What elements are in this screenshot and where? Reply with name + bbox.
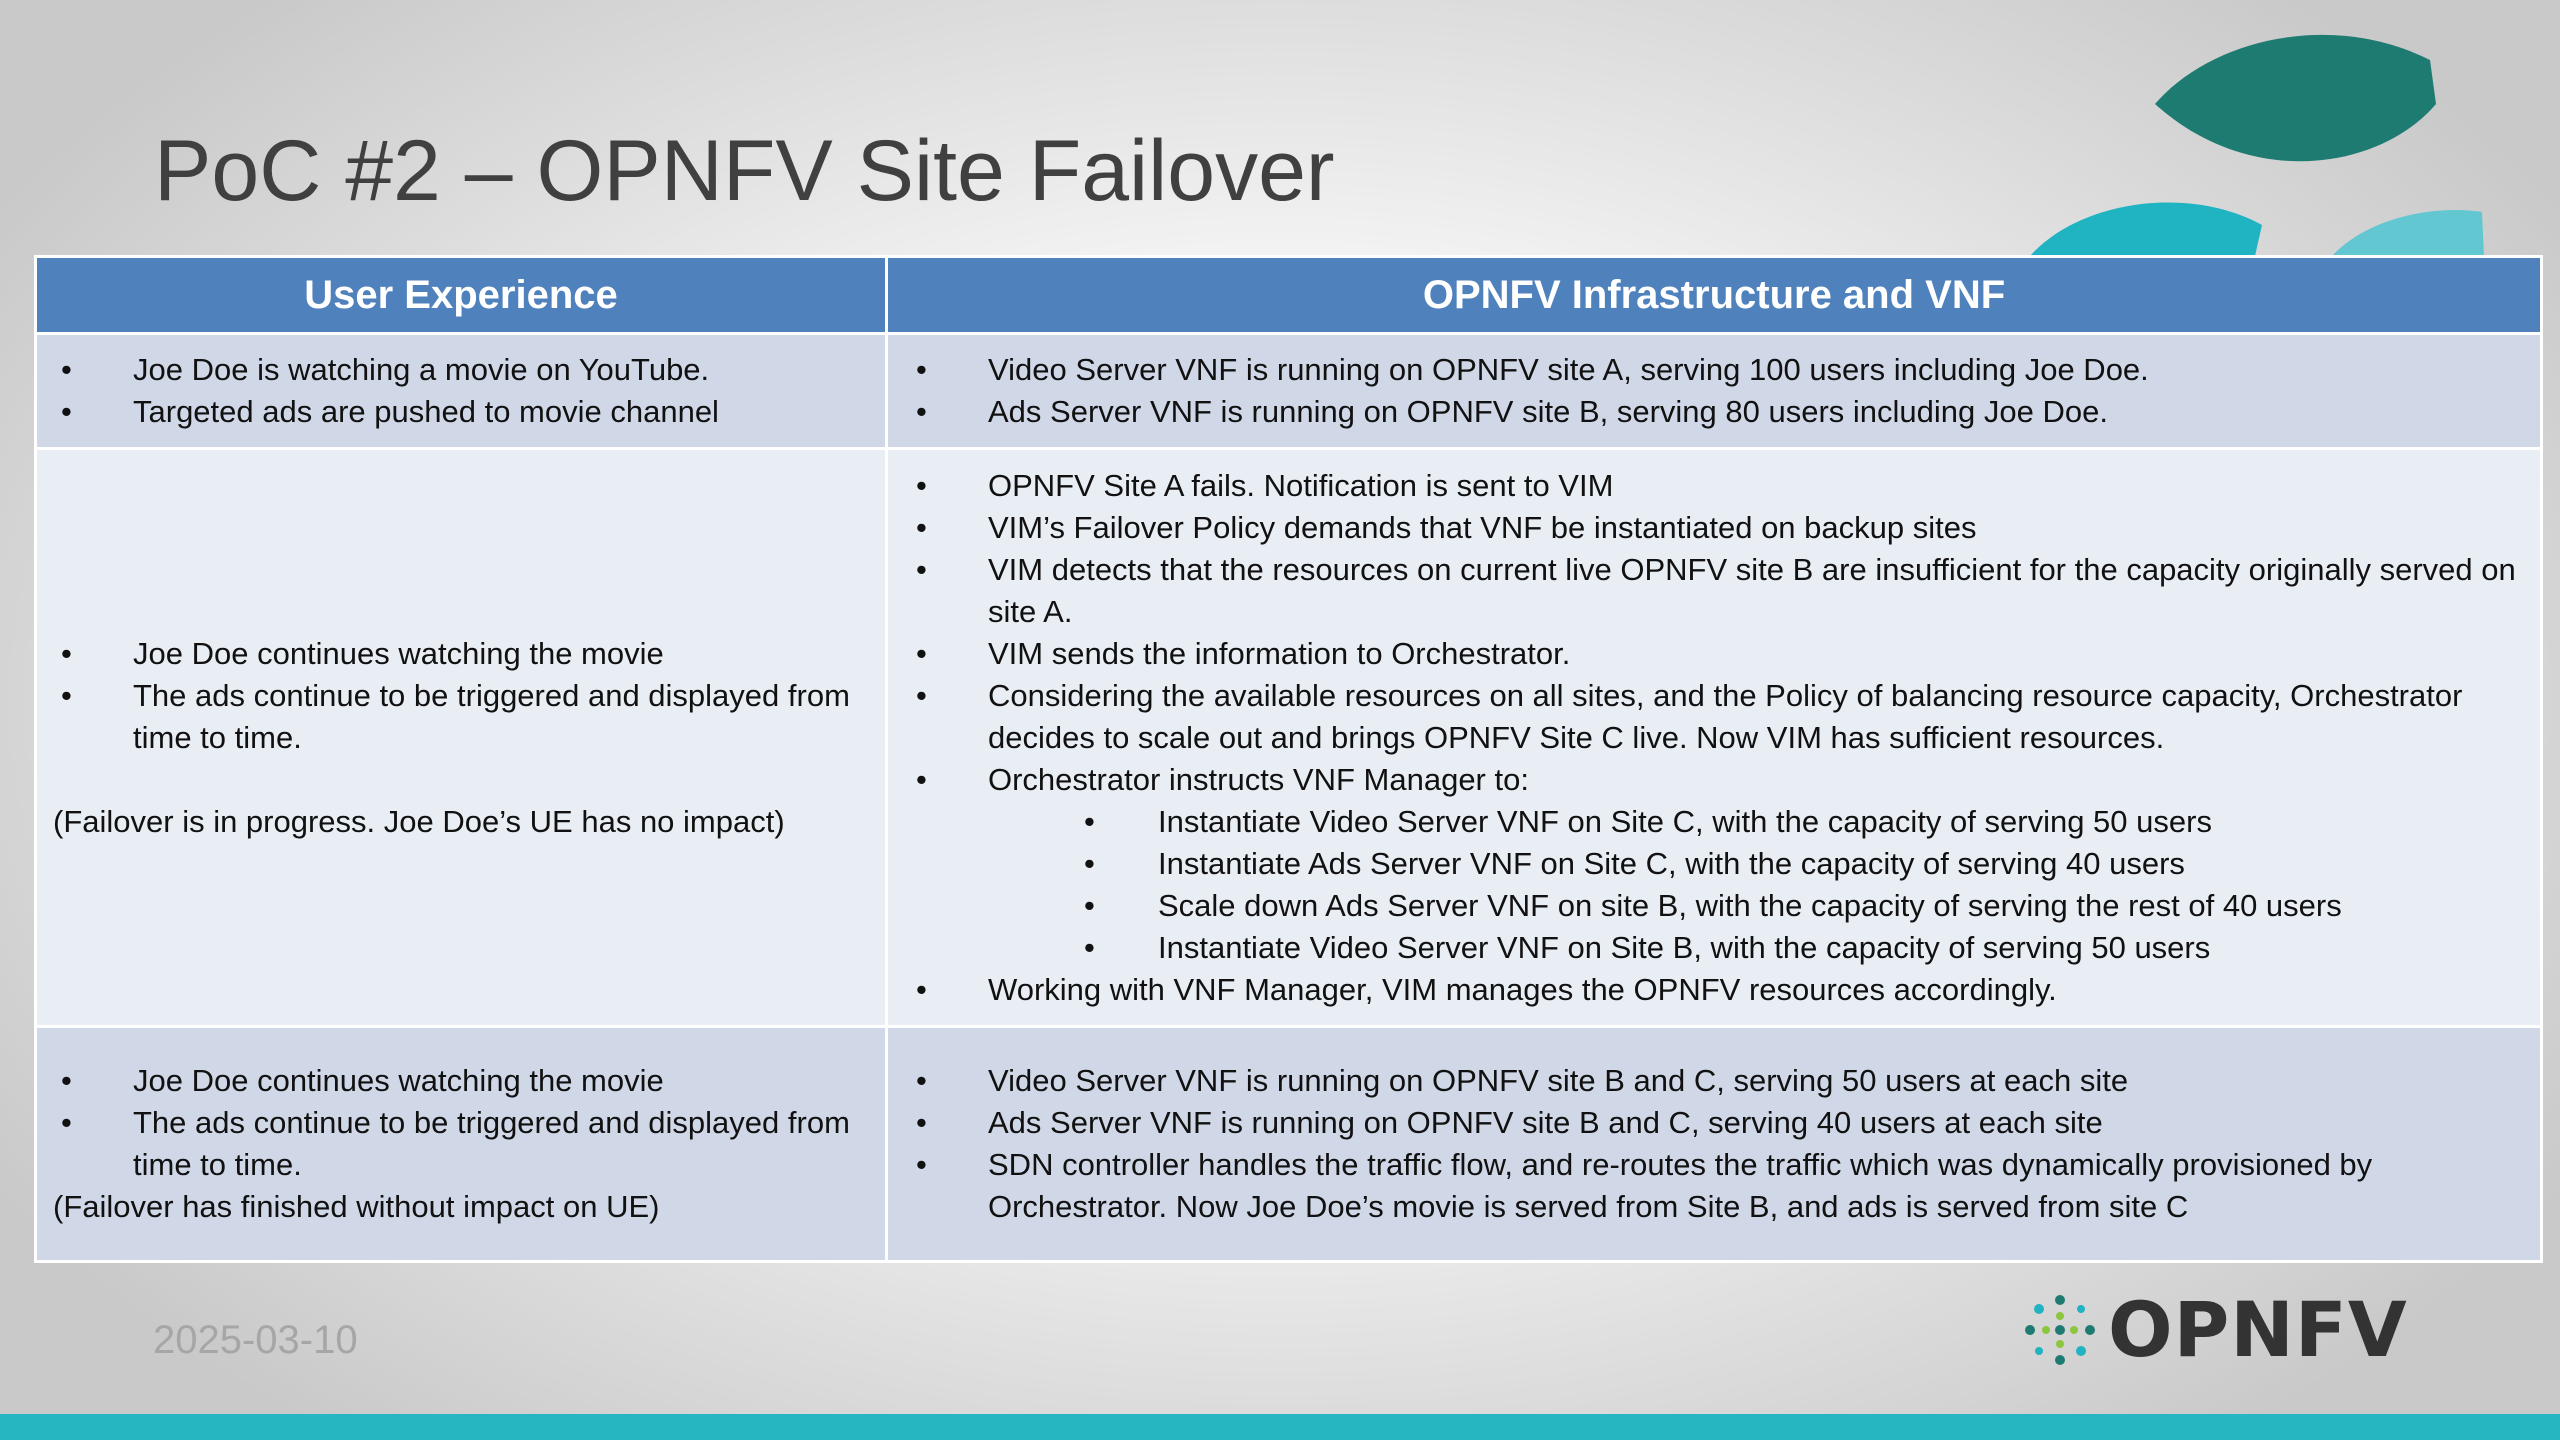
infra-bullet-list <box>908 1060 2520 1228</box>
ue-bullet-list <box>53 633 869 759</box>
list-item: • The ads continue to be triggered and displayed from time to time. <box>53 1102 869 1186</box>
list-item: • OPNFV Site A fails. Notification is sent to VIM <box>908 465 2520 507</box>
list-item: • Joe Doe is watching a movie on YouTube. <box>53 349 869 391</box>
footer-date: 2025-03-10 <box>153 1318 358 1362</box>
slide-title: PoC #2 – OPNFV Site Failover <box>154 123 1335 219</box>
list-item: • Video Server VNF is running on OPNFV site A, serving 100 users including Joe Doe. <box>908 349 2520 391</box>
list-item: • Considering the available resources on all sites, and the Policy of balancing resource capacity, Orchestrator decides to scale out and brings OPNFV Site C live. Now VIM has sufficient resources. <box>908 675 2520 759</box>
ue-note: (Failover is in progress. Joe Doe’s UE has no impact) <box>53 803 785 839</box>
infra-bullet-list-end <box>908 969 2520 1011</box>
list-item: • Joe Doe continues watching the movie <box>53 633 869 675</box>
infra-bullet-list <box>908 465 2520 801</box>
leaf-shape-dark <box>2155 35 2436 161</box>
table-row <box>36 1027 2542 1262</box>
header-user-experience: User Experience <box>36 257 887 334</box>
bottom-accent-bar <box>0 1414 2560 1440</box>
list-item: • SDN controller handles the traffic flow, and re-routes the traffic which was dynamically provisioned by Orchestrator. Now Joe Doe’s movie is served from Site B, and ads is served from site C <box>908 1144 2520 1228</box>
list-item: • VIM detects that the resources on current live OPNFV site B are insufficient for the capacity originally served on site A. <box>908 549 2520 633</box>
table-row <box>36 449 2542 1027</box>
infra-cell <box>887 334 2542 449</box>
list-item: • Orchestrator instructs VNF Manager to: <box>908 759 2520 801</box>
list-item: • Scale down Ads Server VNF on site B, with the capacity of serving the rest of 40 users <box>908 885 2520 927</box>
list-item: • VIM sends the information to Orchestrator. <box>908 633 2520 675</box>
table-row <box>36 334 2542 449</box>
ue-cell <box>36 334 887 449</box>
opnfv-logo <box>2016 1285 2408 1374</box>
ue-note: (Failover has finished without impact on UE) <box>53 1189 660 1224</box>
comparison-table <box>34 255 2543 1263</box>
list-item: • Joe Doe continues watching the movie <box>53 1060 869 1102</box>
list-item: • Instantiate Ads Server VNF on Site C, with the capacity of serving 40 users <box>908 843 2520 885</box>
ue-bullet-list <box>53 349 869 433</box>
list-item: • Instantiate Video Server VNF on Site C, with the capacity of serving 50 users <box>908 801 2520 843</box>
table-header-row <box>36 257 2542 334</box>
infra-cell <box>887 449 2542 1027</box>
opnfv-logo-text: OPNFV <box>2108 1285 2408 1374</box>
list-item: • Ads Server VNF is running on OPNFV site B, serving 80 users including Joe Doe. <box>908 391 2520 433</box>
ue-bullet-list <box>53 1060 869 1186</box>
list-item: • The ads continue to be triggered and displayed from time to time. <box>53 675 869 759</box>
list-item: • Targeted ads are pushed to movie channel <box>53 391 869 433</box>
leaf-shape-light <box>2332 210 2484 256</box>
ue-cell <box>36 1027 887 1262</box>
infra-bullet-list <box>908 349 2520 433</box>
list-item: • Working with VNF Manager, VIM manages the OPNFV resources accordingly. <box>908 969 2520 1011</box>
ue-cell <box>36 449 887 1027</box>
leaf-shape-teal <box>2030 202 2262 256</box>
infra-sub-bullet-list <box>908 801 2520 969</box>
opnfv-flower-icon <box>2016 1290 2104 1370</box>
list-item: • Video Server VNF is running on OPNFV site B and C, serving 50 users at each site <box>908 1060 2520 1102</box>
list-item: • VIM’s Failover Policy demands that VNF be instantiated on backup sites <box>908 507 2520 549</box>
list-item: • Instantiate Video Server VNF on Site B, with the capacity of serving 50 users <box>908 927 2520 969</box>
header-opnfv-infrastructure: OPNFV Infrastructure and VNF <box>887 257 2542 334</box>
infra-cell <box>887 1027 2542 1262</box>
list-item: • Ads Server VNF is running on OPNFV site B and C, serving 40 users at each site <box>908 1102 2520 1144</box>
